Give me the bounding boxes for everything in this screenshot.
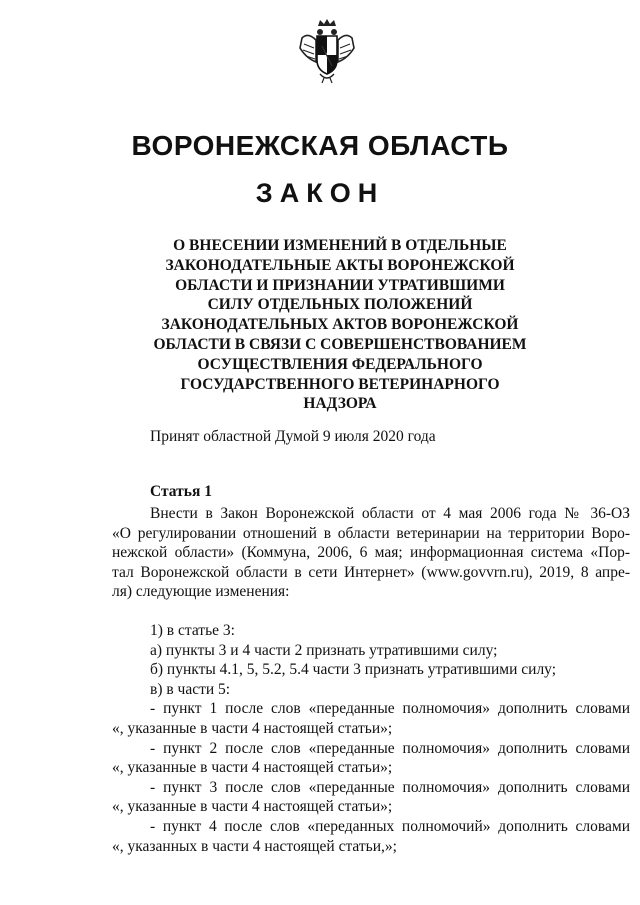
subitem-line: «, указанные в части 4 настоящей статьи»; <box>112 719 393 737</box>
subitem-line: «, указанные в части 4 настоящей статьи»; <box>112 798 393 816</box>
article-intro-line: ля) следующие изменения: <box>112 583 290 601</box>
subitem-line: - пункт 1 после слов «переданные полномочия» дополнить словами <box>150 700 630 718</box>
law-title-line: ГОСУДАРСТВЕННОГО ВЕТЕРИНАРНОГО <box>180 375 500 393</box>
law-title-line: ОБЛАСТИ В СВЯЗИ С СОВЕРШЕНСТВОВАНИЕМ <box>153 335 527 353</box>
list-item: а) пункты 3 и 4 части 2 признать утратившими силу; <box>150 641 498 659</box>
law-title-line: ЗАКОНОДАТЕЛЬНЫЕ АКТЫ ВОРОНЕЖСКОЙ <box>165 256 515 274</box>
adoption-date: Принят областной Думой 9 июля 2020 года <box>150 428 436 445</box>
subitem-line: - пункт 3 после слов «переданные полномочия» дополнить словами <box>150 778 630 796</box>
subitem-line: «, указанные в части 4 настоящей статьи»; <box>112 759 393 777</box>
article-intro-line: Внести в Закон Воронежской области от 4 мая 2006 года № 36-ОЗ <box>150 505 630 522</box>
article-intro-line: «О регулировании отношений в области ветеринарии на территории Воро- <box>112 524 630 542</box>
article-intro-line: нежской области» (Коммуна, 2006, 6 мая; информационная система «Пор- <box>112 544 630 562</box>
law-title-line: СИЛУ ОТДЕЛЬНЫХ ПОЛОЖЕНИЙ <box>207 296 473 314</box>
document-type: ЗАКОН <box>255 178 385 208</box>
law-title-line: ЗАКОНОДАТЕЛЬНЫХ АКТОВ ВОРОНЕЖСКОЙ <box>161 316 519 334</box>
law-title-line: ОБЛАСТИ И ПРИЗНАНИИ УТРАТИВШИМИ <box>175 276 505 294</box>
article-body <box>112 504 630 856</box>
subitem-line: «, указанных в части 4 настоящей статьи,»; <box>112 837 397 855</box>
law-title-line: О ВНЕСЕНИИ ИЗМЕНЕНИЙ В ОТДЕЛЬНЫЕ <box>173 237 507 254</box>
region-name: ВОРОНЕЖСКАЯ ОБЛАСТЬ <box>131 130 509 161</box>
article-intro-line: тал Воронежской области в сети Интернет» (www.govvrn.ru), 2019, 8 апре- <box>112 563 630 581</box>
list-item: б) пункты 4.1, 5, 5.2, 5.4 части 3 признать утратившими силу; <box>150 661 557 679</box>
subitem-line: - пункт 2 после слов «переданные полномочия» дополнить словами <box>150 739 630 757</box>
list-item: в) в части 5: <box>150 680 231 698</box>
article-heading: Статья 1 <box>150 483 212 500</box>
law-title <box>150 236 530 414</box>
coat-of-arms-icon <box>298 18 356 84</box>
list-item: 1) в статье 3: <box>150 621 235 639</box>
law-title-line: ОСУЩЕСТВЛЕНИЯ ФЕДЕРАЛЬНОГО <box>197 355 483 373</box>
subitem-line: - пункт 4 после слов «переданных полномочий» дополнить словами <box>150 817 630 835</box>
law-title-line: НАДЗОРА <box>303 395 377 413</box>
